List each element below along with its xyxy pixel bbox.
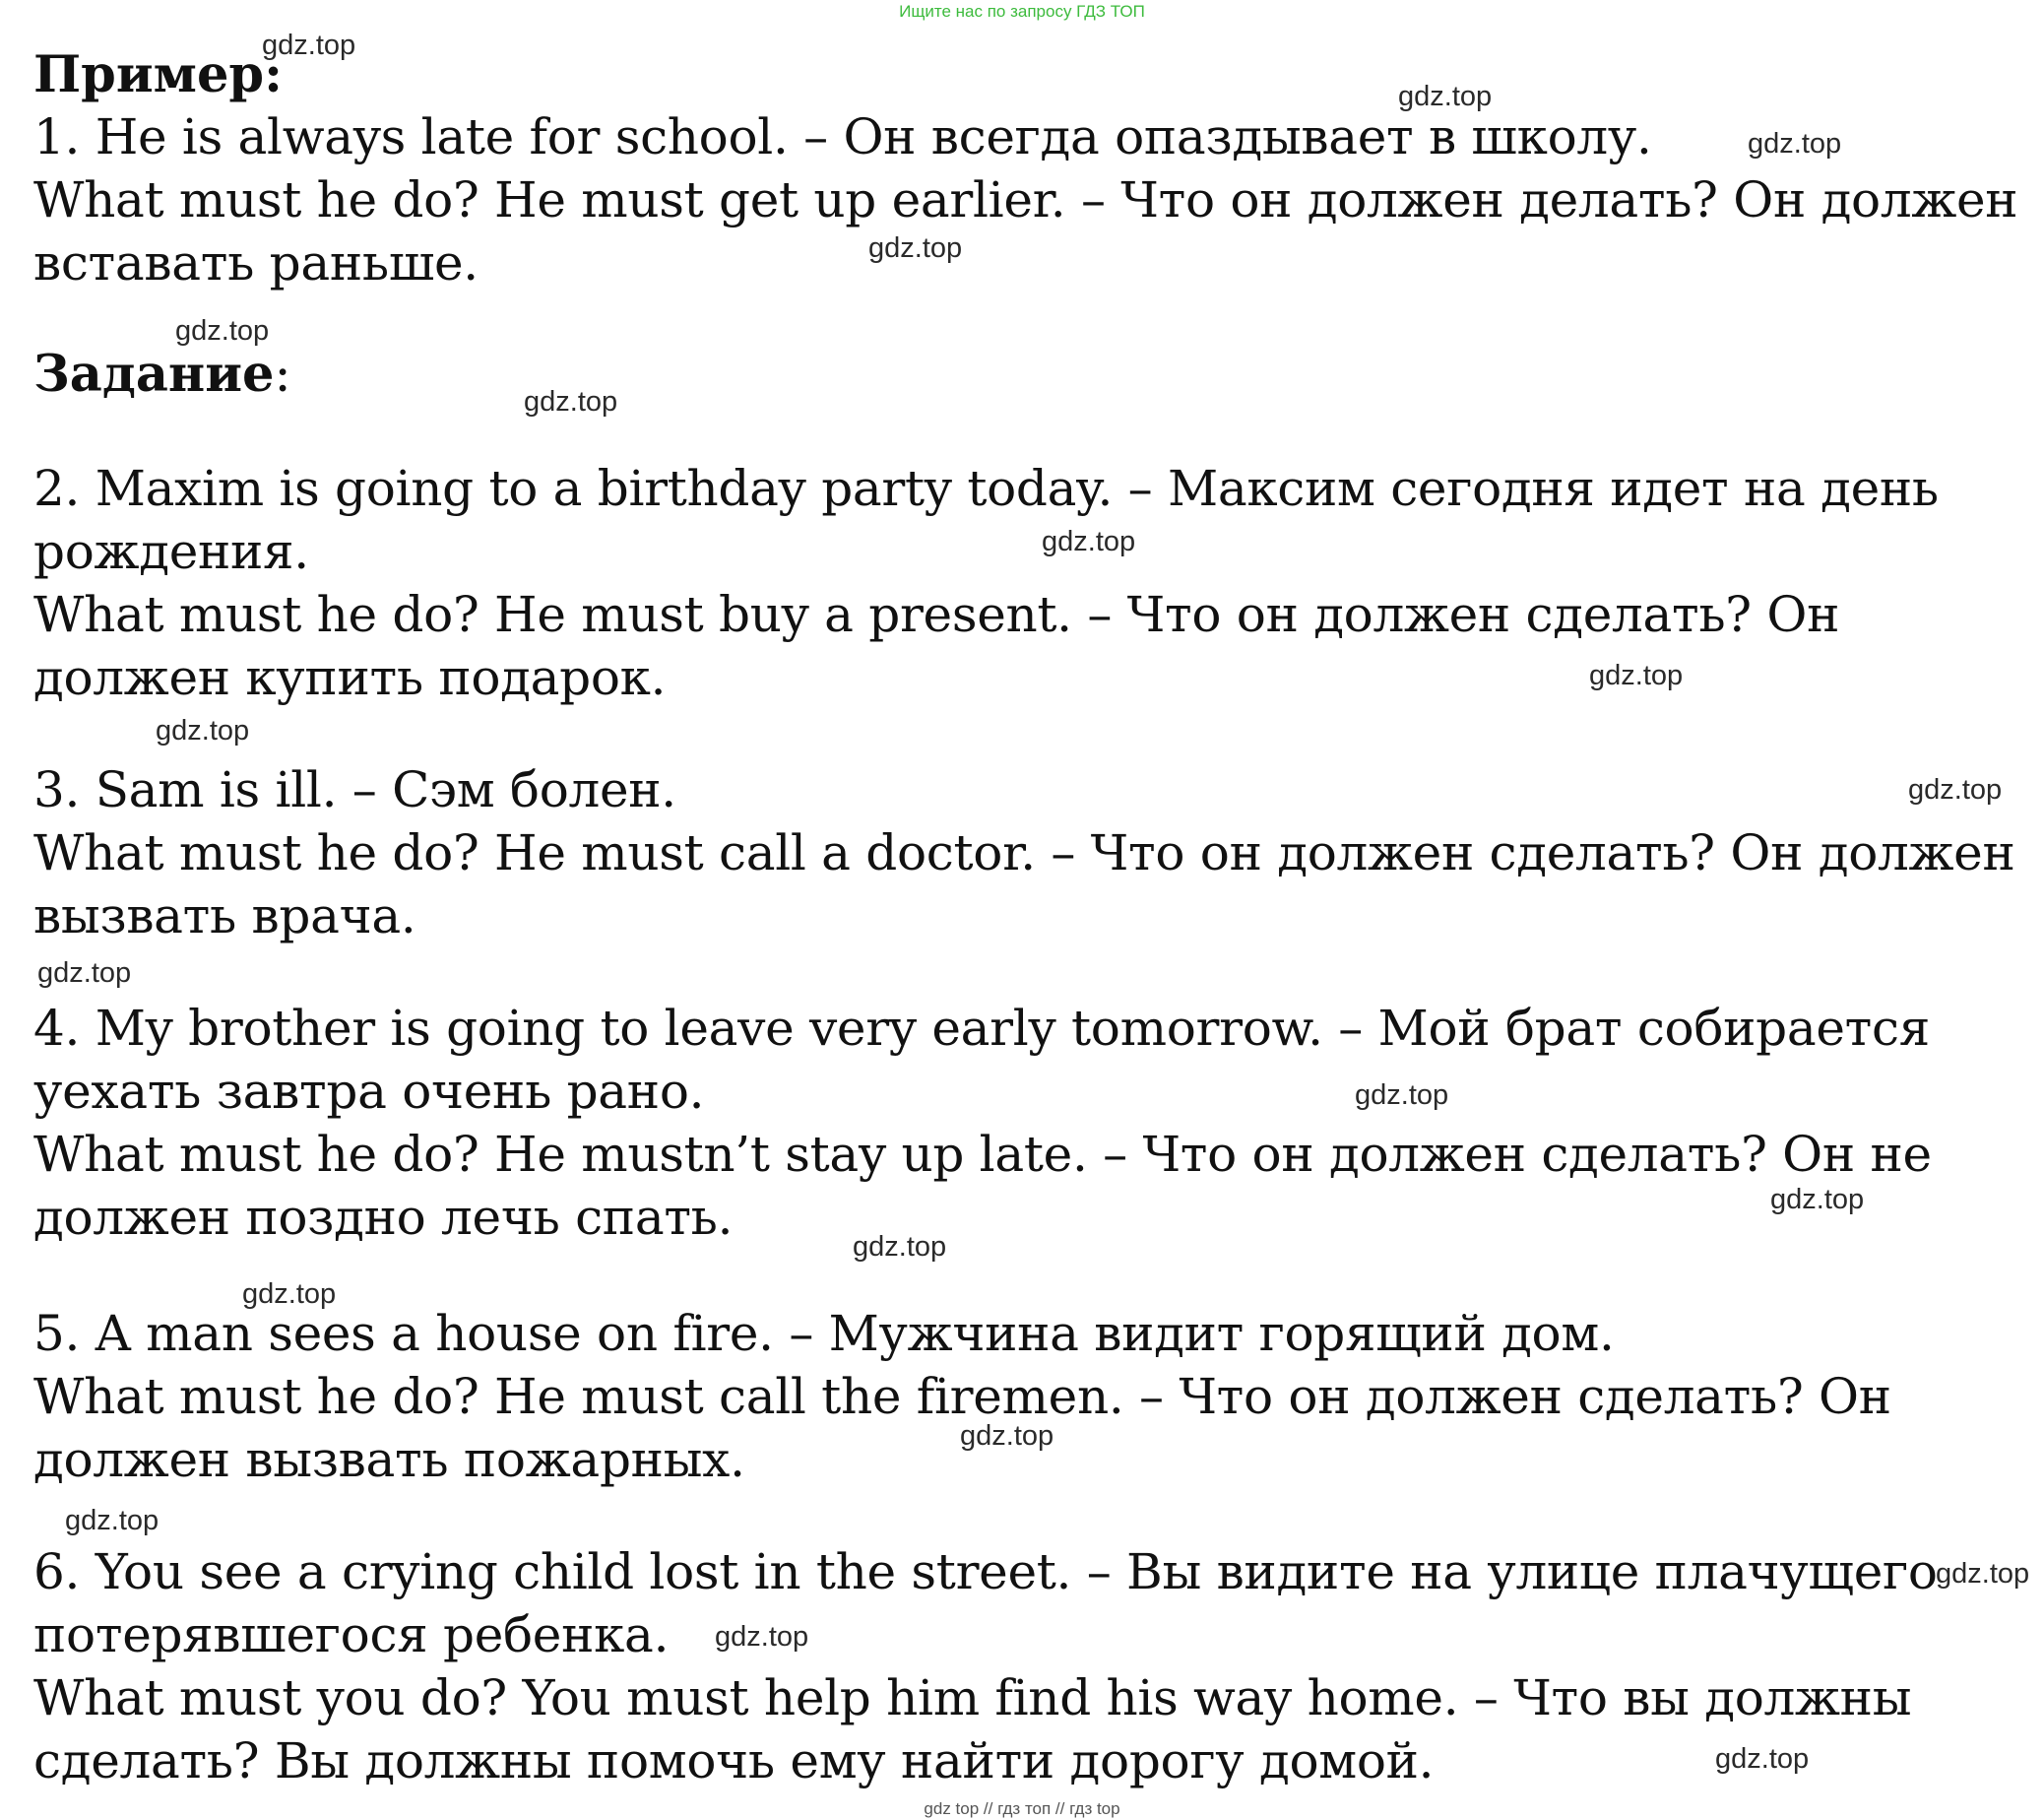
text-line-16: What must he do? He must call the firemen. – Что он должен сделать? Он (33, 1368, 1891, 1425)
header-note: Ищите нас по запросу ГДЗ ТОП (899, 2, 1145, 21)
watermark: gdz.top (715, 1621, 809, 1653)
watermark: gdz.top (175, 315, 270, 347)
watermark: gdz.top (156, 715, 250, 747)
text-line-5: рождения. (33, 523, 309, 580)
watermark: gdz.top (37, 957, 132, 989)
text-line-9: What must he do? He must call a doctor. – Что он должен сделать? Он должен (33, 824, 2015, 881)
text-line-20: What must you do? You must help him find his way home. – Что вы должны (33, 1669, 1912, 1726)
watermark: gdz.top (1936, 1558, 2030, 1590)
text-line-3: вставать раньше. (33, 234, 479, 292)
watermark: gdz.top (65, 1505, 160, 1536)
text-line-2: What must he do? He must get up earlier. – Что он должен делать? Он должен (33, 171, 2018, 228)
text-line-14: должен поздно лечь спать. (33, 1189, 734, 1246)
text-line-7: должен купить подарок. (33, 649, 667, 706)
text-line-4: 2. Maxim is going to a birthday party today. – Максим сегодня идет на день (33, 460, 1939, 517)
watermark: gdz.top (1908, 774, 2003, 806)
text-line-21: сделать? Вы должны помочь ему найти дорогу домой. (33, 1732, 1435, 1789)
watermark: gdz.top (524, 386, 618, 418)
watermark: gdz.top (1770, 1184, 1865, 1215)
watermark: gdz.top (242, 1278, 337, 1310)
watermark: gdz.top (1715, 1743, 1810, 1775)
watermark: gdz.top (960, 1420, 1054, 1452)
text-line-1: 1. He is always late for school. – Он всегда опаздывает в школу. (33, 108, 1652, 165)
watermark: gdz.top (853, 1231, 947, 1263)
text-line-12: уехать завтра очень рано. (33, 1063, 705, 1120)
watermark: gdz.top (1398, 81, 1493, 112)
footer-note: gdz top // гдз топ // гдз top (924, 1799, 1120, 1818)
watermark: gdz.top (1748, 128, 1842, 160)
task-heading (33, 343, 291, 407)
watermark: gdz.top (868, 232, 963, 264)
text-line-17: должен вызвать пожарных. (33, 1431, 745, 1488)
text-line-15: 5. A man sees a house on fire. – Мужчина видит горящий дом. (33, 1305, 1615, 1362)
text-line-19: потерявшегося ребенка. (33, 1606, 670, 1663)
text-line-8: 3. Sam is ill. – Сэм болен. (33, 761, 676, 818)
watermark: gdz.top (1042, 526, 1136, 557)
text-line-18: 6. You see a crying child lost in the street. – Вы видите на улице плачущего (33, 1543, 1938, 1600)
text-line-13: What must he do? He mustn’t stay up late. – Что он должен сделать? Он не (33, 1126, 1932, 1183)
watermark: gdz.top (1355, 1079, 1449, 1111)
text-line-10: вызвать врача. (33, 887, 416, 944)
text-line-11: 4. My brother is going to leave very early tomorrow. – Мой брат собирается (33, 1000, 1930, 1057)
example-heading-text: Пример (33, 45, 265, 104)
watermark: gdz.top (262, 30, 356, 61)
text-line-6: What must he do? He must buy a present. – Что он должен сделать? Он (33, 586, 1840, 643)
task-heading-colon: : (274, 346, 291, 404)
task-heading-text: Задание (33, 345, 275, 404)
watermark: gdz.top (1589, 660, 1684, 691)
example-heading-colon: : (264, 45, 283, 104)
example-heading (33, 43, 283, 106)
